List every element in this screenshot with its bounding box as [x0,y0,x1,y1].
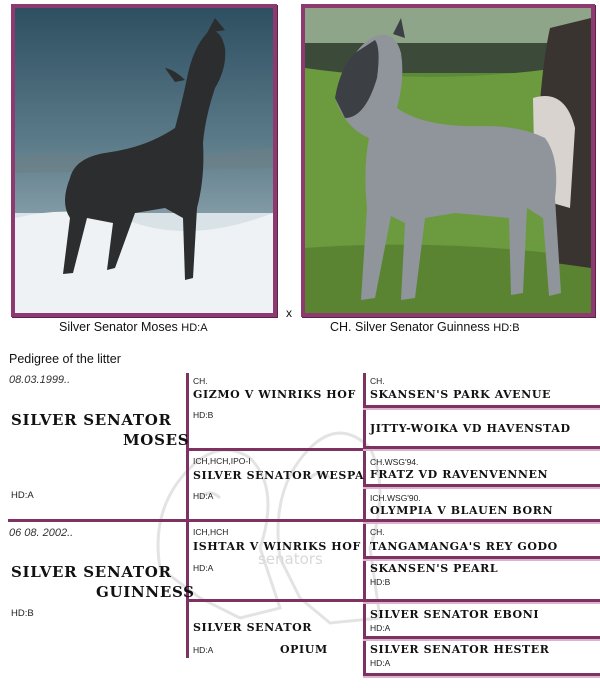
sire-birth-date: 08.03.1999.. [9,374,71,386]
sire-photo-frame [11,4,277,317]
parent-divider [8,519,186,522]
pedigree-title: Pedigree of the litter [9,352,121,366]
sire-hd: HD:A [11,490,34,501]
gen3-5-name: TANGAMANGA'S REY GODO [370,540,558,553]
gen3-8-hd: HD:A [370,658,391,668]
gen3-1-title: CH. [370,376,385,386]
gen3-bar-1 [363,405,600,408]
gen3-6-hd: HD:B [370,577,391,587]
sire-caption-name: Silver Senator Moses [59,320,178,334]
dam-caption-hd: HD:B [493,322,520,334]
dam-caption-name: CH. Silver Senator Guinness [330,320,490,334]
sire-name-line2: MOSES [123,431,190,449]
dam-photo [305,8,591,313]
cross-symbol: x [286,306,292,320]
gen2-sire-dam-title: ICH,HCH,IPO-I [193,456,251,466]
gen3-6-name: SKANSEN'S PEARL [370,562,499,575]
sire-photo-caption [59,320,208,334]
dam-grandparent-divider [186,599,364,602]
gen3-8-name: SILVER SENATOR HESTER [370,643,550,656]
dam-birth-date: 06 08. 2002.. [9,527,74,539]
sire-grandparent-divider [186,448,364,451]
gen3-bar-3 [363,484,600,487]
gen2-sire-sire-hd: HD:B [193,410,214,420]
gen3-bar-2 [363,446,600,449]
gen2-dam-dam-name: SILVER SENATOR [193,621,313,634]
gen3-bar-6 [363,599,600,602]
gen3-2-name: JITTY-WOIKA VD HAVENSTAD [370,422,571,435]
dam-hd: HD:B [11,608,34,619]
gen2-sire-dam-name: SILVER SENATOR WESPA [193,469,365,482]
gen3-bar-4 [363,519,600,522]
gen2-dam-sire-name: ISHTAR V WINRIKS HOF [193,540,361,553]
gen2-sire-sire-name: GIZMO V WINRIKS HOF [193,388,356,401]
gen3-3-name: FRATZ VD RAVENVENNEN [370,468,549,481]
gen2-sire-sire-title: CH. [193,376,208,386]
dam-name-line2: GUINNESS [96,583,195,601]
gen3-bar-7 [363,636,600,639]
gen2-dam-sire-title: ICH,HCH [193,527,229,537]
gen2-dam-dam-name2: OPIUM [280,643,328,656]
gen3-7-name: SILVER SENATOR EBONI [370,608,540,621]
sire-caption-hd: HD:A [181,322,208,334]
gen2-dam-dam-hd: HD:A [193,645,214,655]
gen3-bar-5 [363,556,600,559]
gen3-7-hd: HD:A [370,623,391,633]
gen2-dam-sire-hd: HD:A [193,563,214,573]
gen3-5-title: CH. [370,527,385,537]
gen2-sire-dam-hd: HD:A [193,491,214,501]
dam-name-line1: SILVER SENATOR [11,563,172,581]
watermark-text: senators [258,550,323,568]
generation-1-vline [186,373,189,658]
gen3-3-title: CH.WSG'94. [370,457,419,467]
gen3-bar-8 [363,673,600,676]
gen3-4-name: OLYMPIA V BLAUEN BORN [370,504,554,517]
sire-photo [15,8,273,313]
dam-photo-frame [301,4,595,317]
gen3-4-title: ICH.WSG'90. [370,493,421,503]
dam-photo-caption [330,320,520,334]
gen3-1-name: SKANSEN'S PARK AVENUE [370,388,551,401]
gen2-middle-divider [186,519,364,522]
sire-name-line1: SILVER SENATOR [11,411,172,429]
